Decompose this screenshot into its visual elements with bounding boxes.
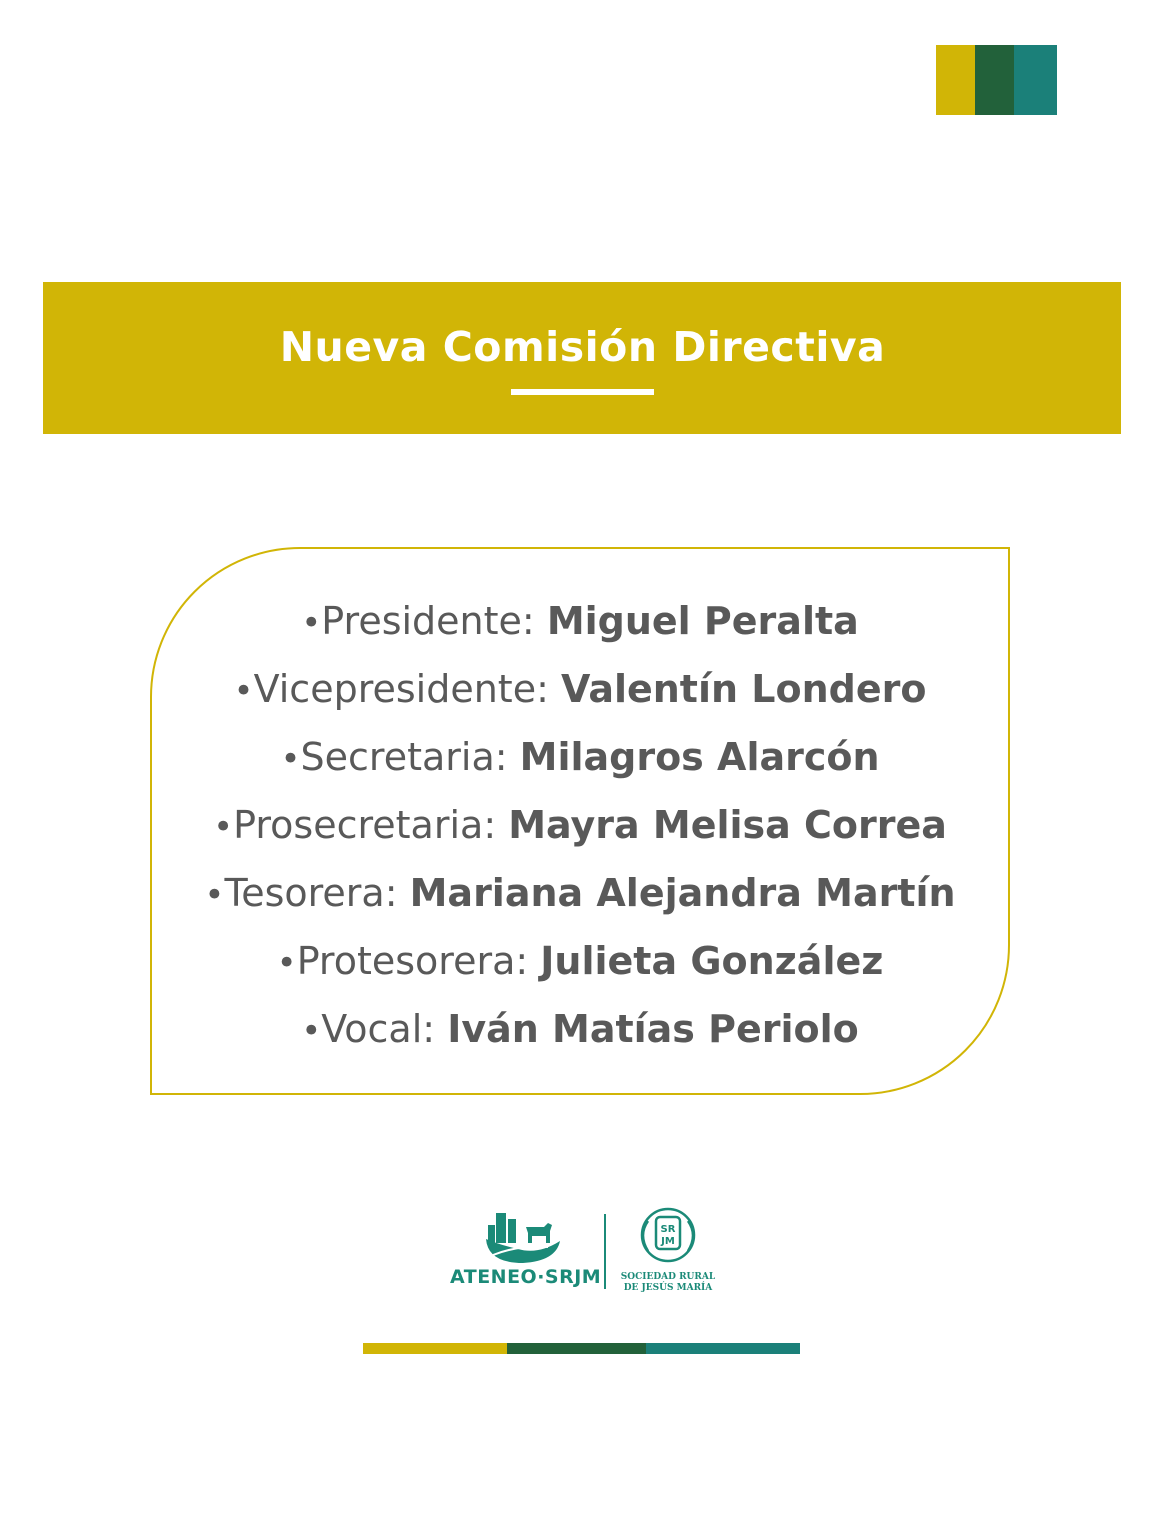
srjm-line-2: DE JESÚS MARÍA xyxy=(623,1283,713,1293)
member-name: Milagros Alarcón xyxy=(519,735,880,779)
member-item xyxy=(150,793,1010,861)
logo-divider xyxy=(604,1214,606,1289)
seal-letters-top: SR xyxy=(660,1224,676,1235)
member-item xyxy=(150,589,1010,657)
member-item xyxy=(150,997,1010,1065)
bullet: • xyxy=(301,1011,322,1051)
member-item xyxy=(150,929,1010,997)
bullet: • xyxy=(213,807,234,847)
member-name: Julieta González xyxy=(540,939,884,983)
member-role: Prosecretaria: xyxy=(233,803,497,847)
bullet: • xyxy=(233,671,254,711)
bottom-color-stripes xyxy=(363,1343,800,1354)
bullet: • xyxy=(276,943,297,983)
member-role: Protesorera: xyxy=(296,939,529,983)
member-item xyxy=(150,725,1010,793)
member-name: Iván Matías Periolo xyxy=(447,1007,859,1051)
member-role: Secretaria: xyxy=(300,735,508,779)
member-item xyxy=(150,861,1010,929)
srjm-seal-icon xyxy=(642,1209,694,1261)
page-title: Nueva Comisión Directiva xyxy=(279,323,886,371)
members-list xyxy=(150,589,1010,1065)
member-name: Mayra Melisa Correa xyxy=(508,803,947,847)
dark-green-stripe xyxy=(507,1343,646,1354)
ateneo-logo-icon xyxy=(486,1213,560,1263)
seal-letters-bottom: JM xyxy=(661,1236,675,1247)
gold-stripe xyxy=(363,1343,507,1354)
top-color-stripes xyxy=(936,45,1057,115)
member-item xyxy=(150,657,1010,725)
srjm-wordmark xyxy=(616,1272,720,1294)
dark-green-stripe xyxy=(975,45,1014,115)
title-underline xyxy=(511,389,654,395)
member-role: Tesorera: xyxy=(224,871,398,915)
member-role: Vocal: xyxy=(321,1007,436,1051)
member-name: Mariana Alejandra Martín xyxy=(409,871,956,915)
bullet: • xyxy=(280,739,301,779)
member-role: Vicepresidente: xyxy=(253,667,549,711)
member-role: Presidente: xyxy=(321,599,535,643)
bullet: • xyxy=(301,603,322,643)
ateneo-wordmark: ATENEO·SRJM xyxy=(450,1266,602,1288)
teal-stripe xyxy=(1014,45,1057,115)
srjm-line-1: SOCIEDAD RURAL xyxy=(620,1272,716,1282)
member-name: Miguel Peralta xyxy=(546,599,859,643)
gold-stripe xyxy=(936,45,975,115)
bullet: • xyxy=(204,875,225,915)
member-name: Valentín Londero xyxy=(560,667,927,711)
teal-stripe xyxy=(646,1343,800,1354)
